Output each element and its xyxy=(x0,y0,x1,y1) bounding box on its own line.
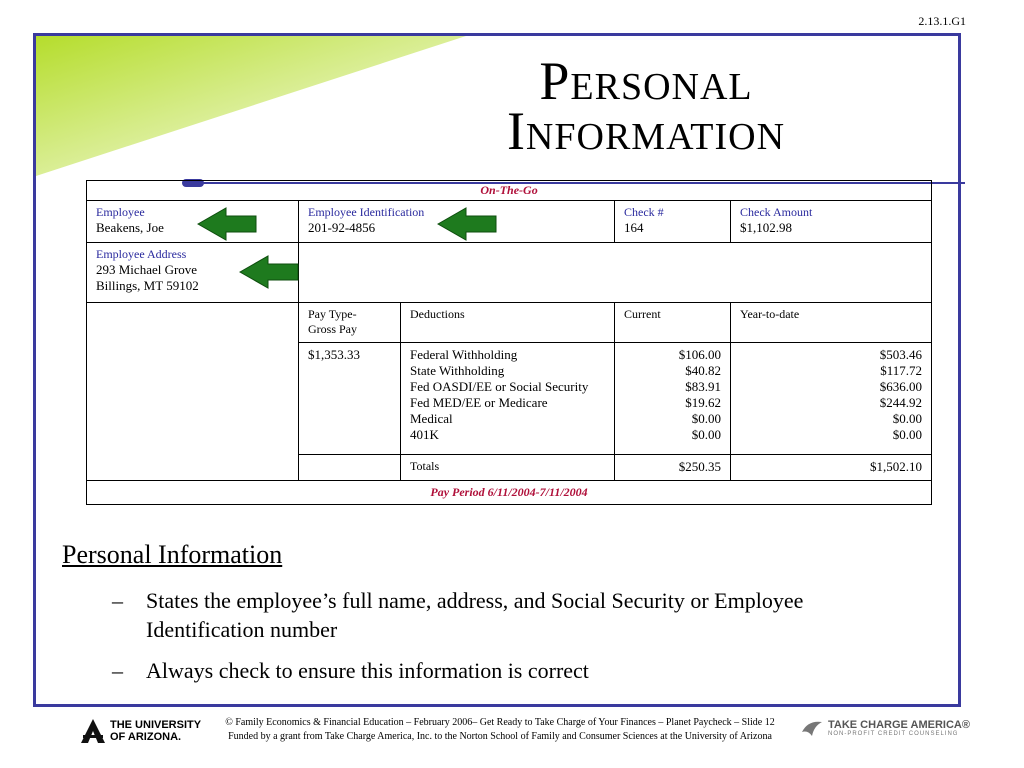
employee-id-value: 201-92-4856 xyxy=(308,220,376,235)
deduction-current: $83.91 xyxy=(685,379,721,394)
check-number-cell xyxy=(615,201,731,243)
pay-type-header: Pay Type- Gross Pay xyxy=(299,303,401,343)
deduction-ytd: $636.00 xyxy=(879,379,923,394)
check-amount-label: Check Amount xyxy=(740,205,813,219)
bullet-list xyxy=(112,586,922,697)
address-line1: 293 Michael Grove xyxy=(96,262,198,277)
totals-current: $250.35 xyxy=(615,455,731,481)
deduction-ytd-values xyxy=(731,343,932,455)
tca-emblem-icon xyxy=(800,716,824,740)
pointer-arrow-icon xyxy=(436,206,498,242)
deduction-name: Medical xyxy=(410,411,453,426)
take-charge-america-logo: TAKE CHARGE AMERICA® NON-PROFIT CREDIT COUNSELING xyxy=(800,716,970,740)
gross-pay-value: $1,353.33 xyxy=(299,343,401,455)
deductions-header: Deductions xyxy=(401,303,615,343)
deduction-current: $0.00 xyxy=(691,411,721,426)
pay-period: Pay Period 6/11/2004-7/11/2004 xyxy=(87,481,932,505)
blank-column xyxy=(87,303,299,481)
deduction-ytd: $0.00 xyxy=(892,427,923,442)
address-line2: Billings, MT 59102 xyxy=(96,278,199,293)
check-number-label: Check # xyxy=(624,205,664,219)
check-amount-cell xyxy=(731,201,932,243)
address-label: Employee Address xyxy=(96,247,187,261)
totals-ytd: $1,502.10 xyxy=(731,455,932,481)
deduction-name: State Withholding xyxy=(410,363,505,378)
deduction-ytd: $0.00 xyxy=(892,411,923,426)
ytd-header: Year-to-date xyxy=(731,303,932,343)
deduction-current: $19.62 xyxy=(685,395,721,410)
current-header: Current xyxy=(615,303,731,343)
arizona-a-icon xyxy=(80,718,106,744)
deduction-ytd: $244.92 xyxy=(879,395,923,410)
totals-label: Totals xyxy=(401,455,615,481)
check-amount-value: $1,102.98 xyxy=(740,220,792,235)
page-title: Personal Information xyxy=(506,51,786,161)
company-name: On-The-Go xyxy=(87,181,932,201)
university-of-arizona-logo: THE UNIVERSITY OF ARIZONA. xyxy=(80,718,201,744)
section-heading: Personal Information xyxy=(62,540,283,569)
deduction-ytd: $503.46 xyxy=(879,347,923,362)
deduction-current-values xyxy=(615,343,731,455)
check-number-value: 164 xyxy=(624,220,644,235)
bullet-item: – Always check to ensure this information is correct xyxy=(112,658,589,683)
deduction-name: Federal Withholding xyxy=(410,347,518,362)
deduction-name: 401K xyxy=(410,427,439,442)
deduction-name: Fed MED/EE or Medicare xyxy=(410,395,548,410)
deduction-current: $106.00 xyxy=(678,347,721,362)
employee-value: Beakens, Joe xyxy=(96,220,164,235)
totals-blank xyxy=(299,455,401,481)
deduction-names xyxy=(401,343,615,455)
pointer-arrow-icon xyxy=(196,206,258,242)
deduction-ytd: $117.72 xyxy=(880,363,923,378)
bullet-item: – States the employee’s full name, address, and Social Security or Employee Identification number xyxy=(112,588,804,642)
employee-id-label: Employee Identification xyxy=(308,205,425,219)
employee-label: Employee xyxy=(96,205,145,219)
employee-cell xyxy=(87,201,299,243)
empty-cell xyxy=(299,243,932,303)
pointer-arrow-icon xyxy=(238,254,300,290)
footer xyxy=(0,714,1024,768)
footer-credits: © Family Economics & Financial Education – February 2006– Get Ready to Take Charge of Your Finances – Planet Paycheck – Slide 12 Funded by a grant from Take Charge America, Inc. to the Norton School of Family and Consumer Sciences at the University of Arizona xyxy=(225,717,775,742)
slide-code: 2.13.1.G1 xyxy=(918,14,966,28)
deduction-name: Fed OASDI/EE or Social Security xyxy=(410,379,589,394)
deduction-current: $40.82 xyxy=(685,363,721,378)
deduction-current: $0.00 xyxy=(691,427,721,442)
